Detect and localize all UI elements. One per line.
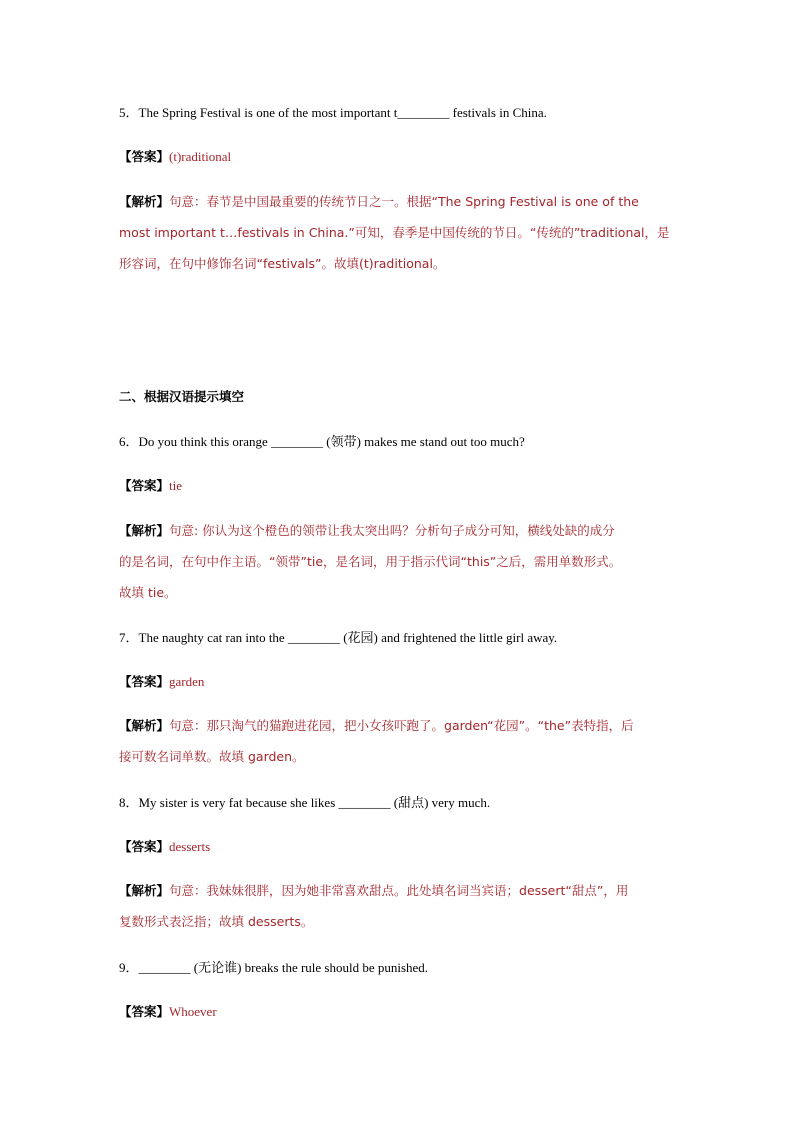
analysis-6-line-3: 故填 tie。 (119, 585, 177, 600)
answer-text: (t)raditional (169, 149, 232, 164)
analysis-7-line-2: 接可数名词单数。故填 garden。 (119, 749, 305, 764)
answer-9 (119, 1004, 689, 1020)
analysis-text: 句意：那只淘气的猫跑进花园，把小女孩吓跑了。garden“花园”。“the”表特指，后 (169, 718, 634, 733)
question-7: 7．The naughty cat ran into the ________ (花园) and frightened the little girl away. (119, 630, 558, 645)
analysis-tag: 【解析】 (119, 883, 170, 898)
answer-6 (119, 478, 689, 494)
question-9: 9．________ (无论谁) breaks the rule should be punished. (119, 960, 429, 975)
analysis-7-line-1 (119, 718, 689, 734)
answer-5 (119, 149, 689, 165)
answer-tag: 【答案】 (119, 1004, 170, 1019)
answer-tag: 【答案】 (119, 478, 170, 493)
analysis-5-line-3: 形容词，在句中修饰名词“festivals”。故填(t)raditional。 (119, 256, 446, 271)
answer-tag: 【答案】 (119, 149, 170, 164)
answer-tag: 【答案】 (119, 839, 170, 854)
answer-text: tie (169, 478, 183, 493)
analysis-tag: 【解析】 (119, 194, 170, 209)
analysis-6-line-2: 的是名词，在句中作主语。“领带”tie，是名词，用于指示代词“this”之后，需用单数形式。 (119, 554, 622, 569)
analysis-tag: 【解析】 (119, 523, 170, 538)
analysis-8-line-1 (119, 883, 689, 899)
answer-text: Whoever (169, 1004, 217, 1019)
analysis-text: 句意: 你认为这个橙色的领带让我太突出吗？分析句子成分可知，横线处缺的成分 (169, 523, 615, 538)
analysis-text: 句意：春节是中国最重要的传统节日之一。根据“The Spring Festival is one of the (169, 194, 639, 209)
question-6: 6．Do you think this orange ________ (领带) makes me stand out too much? (119, 434, 525, 449)
analysis-6-line-1 (119, 523, 689, 539)
analysis-5-line-2: most important t…festivals in China.”可知，春季是中国传统的节日。“传统的”traditional，是 (119, 225, 670, 240)
answer-text: garden (169, 674, 205, 689)
answer-tag: 【答案】 (119, 674, 170, 689)
answer-8 (119, 839, 689, 855)
section-title: 二、根据汉语提示填空 (119, 389, 245, 404)
analysis-text: 句意：我妹妹很胖，因为她非常喜欢甜点。此处填名词当宾语；dessert“甜点”，用 (169, 883, 629, 898)
analysis-tag: 【解析】 (119, 718, 170, 733)
analysis-8-line-2: 复数形式表泛指；故填 desserts。 (119, 914, 314, 929)
analysis-5-line-1 (119, 194, 689, 210)
question-8: 8．My sister is very fat because she likes ________ (甜点) very much. (119, 795, 491, 810)
question-5: 5．The Spring Festival is one of the most important t________ festivals in China. (119, 105, 547, 120)
answer-7 (119, 674, 689, 690)
answer-text: desserts (169, 839, 211, 854)
